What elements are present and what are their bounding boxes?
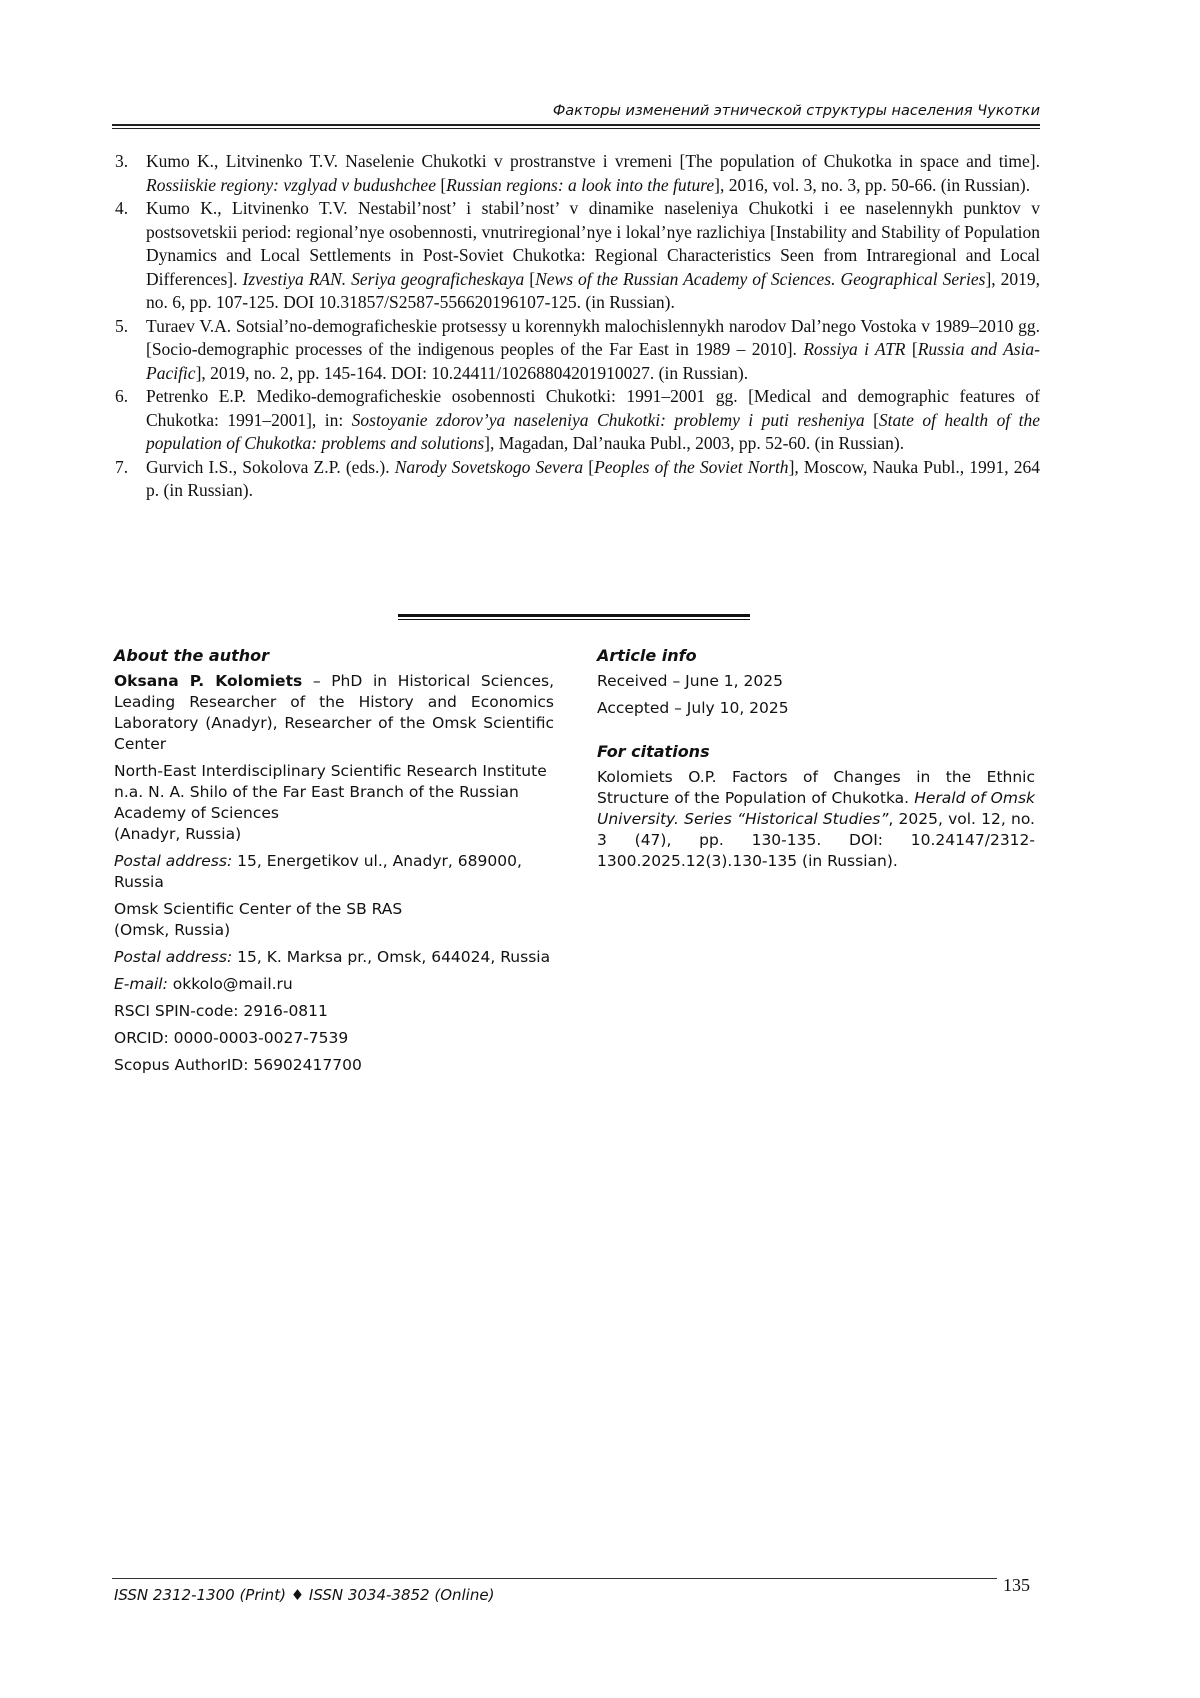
reference-title-italic: Peoples of the Soviet North bbox=[594, 456, 789, 477]
reference-number: 5. bbox=[115, 315, 129, 336]
reference-title-italic: Sostoyanie zdorov’ya naseleniya Chukotki: problemy i puti resheniya bbox=[351, 409, 865, 430]
citation-text bbox=[597, 767, 1035, 872]
reference-item bbox=[112, 315, 1040, 386]
reference-text: ], 2019, no. 2, pp. 145-164. DOI: 10.24411/10268804201910027. (in Russian). bbox=[195, 362, 749, 383]
about-author-column bbox=[114, 645, 554, 1082]
affiliation-1 bbox=[114, 761, 554, 845]
reference-number: 3. bbox=[115, 151, 129, 171]
author-description: – PhD in Historical Sciences, Leading Researcher of the History and Economics Laboratory (Anadyr), Researcher of the Omsk Scientific Center bbox=[114, 672, 555, 753]
reference-number: 7. bbox=[115, 456, 129, 477]
reference-title-italic: State of health of the population of Chukotka: problems and solutions bbox=[146, 409, 1040, 453]
postal-address-1-value: 15, Energetikov ul., Anadyr, 689000, Russia bbox=[114, 852, 522, 891]
postal-label: Postal address: bbox=[114, 948, 233, 966]
reference-text: [ bbox=[435, 174, 447, 195]
orcid: ORCID: 0000-0003-0027-7539 bbox=[114, 1029, 349, 1047]
postal-address-2 bbox=[114, 947, 554, 968]
reference-text: [ bbox=[905, 339, 918, 359]
reference-title-italic: Russian regions: a look into the future bbox=[446, 174, 715, 195]
footer-rule bbox=[112, 1578, 997, 1579]
email-label: E-mail: bbox=[114, 975, 168, 993]
reference-title-italic: Rossiya i ATR bbox=[803, 339, 906, 359]
reference-text: Kumo K., Litvinenko T.V. Nestabil’nost’ i stabil’nost’ v dinamike naseleniya Chukotki i ee naselennykh punktov v postsovetskii period: regional’nye osobennosti, vnutriregional’nye i lokal’nye razlichiya [Instability and Stability of Population Dynamics and Local Settlements in Post-Soviet Chukotka: Regional Characteristics Seen from Intraregional and Local Differences]. bbox=[146, 198, 1040, 289]
reference-text: [ bbox=[524, 268, 536, 289]
reference-title-italic: Izvestiya RAN. Seriya geograficheskaya bbox=[242, 268, 525, 289]
article-info-title: Article info bbox=[597, 646, 697, 665]
citation-journal: Herald of Omsk University. Series “Historical Studies” bbox=[597, 789, 1035, 828]
reference-item bbox=[112, 456, 1040, 503]
citation-text-before: Kolomiets O.P. Factors of Changes in the Ethnic Structure of the Population of Chukotka. bbox=[597, 768, 1035, 807]
reference-title-italic: Russia and Asia-Pacific bbox=[146, 339, 1041, 383]
reference-text: [ bbox=[583, 456, 595, 477]
reference-list bbox=[112, 150, 1040, 503]
affiliation-2-name: Omsk Scientific Center of the SB RAS bbox=[114, 900, 403, 918]
reference-number: 6. bbox=[115, 386, 129, 406]
accepted-date: Accepted – July 10, 2025 bbox=[597, 699, 789, 717]
running-head: Факторы изменений этнической структуры населения Чукотки bbox=[552, 103, 1040, 119]
email-line bbox=[114, 974, 554, 995]
section-separator bbox=[398, 614, 750, 620]
citation-text-after: , 2025, vol. 12, no. 3 (47), pp. 130-135. DOI: 10.24147/2312-1300.2025.12(3).130-135 (in Russian). bbox=[597, 810, 1035, 870]
page-number: 135 bbox=[1003, 1575, 1030, 1595]
citations-title: For citations bbox=[597, 742, 710, 761]
postal-label: Postal address: bbox=[114, 852, 233, 870]
rsci-spin: RSCI SPIN-code: 2916-0811 bbox=[114, 1002, 328, 1020]
reference-text: Turaev V.A. Sotsial’no-demograficheskie protsessy u korennykh malochislennykh narodov Dal’nego Vostoka v 1989–2010 gg. [Socio-demographic processes of the indigenous peoples of the Far East in 1989 – 2010]. bbox=[146, 315, 1040, 359]
reference-text: Kumo K., Litvinenko T.V. Naselenie Chukotki v prostranstve i vremeni [The population of Chukotka in space and time]. bbox=[146, 151, 1040, 171]
affiliation-1-place: (Anadyr, Russia) bbox=[114, 825, 242, 843]
reference-title-italic: Rossiiskie regiony: vzglyad v budushchee bbox=[146, 174, 436, 195]
reference-text: ], Magadan, Dal’nauka Publ., 2003, pp. 52-60. (in Russian). bbox=[484, 433, 905, 453]
reference-title-italic: Narody Sovetskogo Severa bbox=[394, 456, 584, 477]
reference-text: ], 2016, vol. 3, no. 3, pp. 50-66. (in Russian). bbox=[714, 174, 1031, 195]
about-author-title: About the author bbox=[114, 646, 270, 665]
email-value[interactable]: okkolo@mail.ru bbox=[167, 975, 293, 993]
reference-text: [ bbox=[864, 409, 879, 430]
affiliation-2-place: (Omsk, Russia) bbox=[114, 921, 231, 939]
postal-address-2-value: 15, K. Marksa pr., Omsk, 644024, Russia bbox=[232, 948, 551, 966]
reference-number: 4. bbox=[115, 198, 129, 218]
reference-item bbox=[112, 385, 1040, 456]
affiliation-2 bbox=[114, 899, 554, 941]
article-info-column bbox=[597, 645, 1035, 878]
reference-text: ], Moscow, Nauka Publ., 1991, 264 p. (in Russian). bbox=[146, 456, 1041, 500]
header-rule bbox=[112, 124, 1040, 129]
scopus-id: Scopus AuthorID: 56902417700 bbox=[114, 1056, 362, 1074]
reference-item bbox=[112, 197, 1040, 315]
reference-text: Petrenko E.P. Mediko-demograficheskie osobennosti Chukotki: 1991–2001 gg. [Medical and demographic features of Chukotka: 1991–2001], in: bbox=[146, 386, 1040, 430]
reference-text: ], 2019, no. 6, pp. 107-125. DOI 10.31857/S2587-556620196107-125. (in Russian). bbox=[146, 268, 1041, 312]
issn-footer: ISSN 2312-1300 (Print) ♦ ISSN 3034-3852 (Online) bbox=[114, 1586, 495, 1604]
affiliation-1-name: North-East Interdisciplinary Scientific Research Institute n.a. N. A. Shilo of the Far East Branch of the Russian Academy of Sciences bbox=[114, 762, 547, 822]
received-date: Received – June 1, 2025 bbox=[597, 672, 783, 690]
reference-title-italic: News of the Russian Academy of Sciences. Geographical Series bbox=[535, 268, 986, 289]
reference-text: Gurvich I.S., Sokolova Z.P. (eds.). bbox=[146, 456, 395, 477]
reference-item bbox=[112, 150, 1040, 197]
postal-address-1 bbox=[114, 851, 554, 893]
author-bio bbox=[114, 671, 554, 755]
author-name: Oksana P. Kolomiets bbox=[114, 672, 303, 690]
